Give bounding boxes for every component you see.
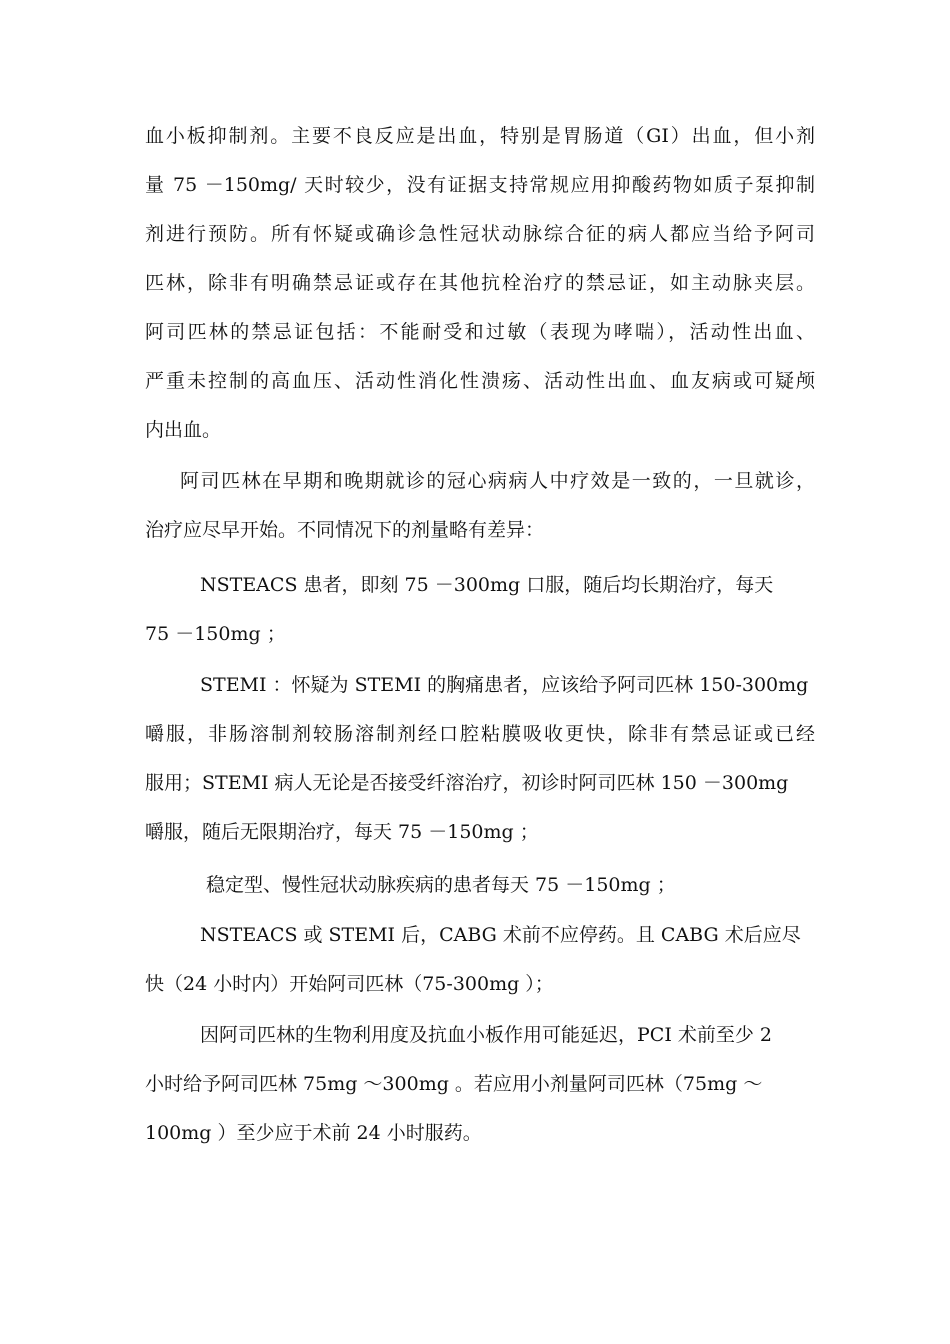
text-line: 嚼服，随后无限期治疗，每天 75 －150mg ； [145,821,539,843]
paragraph-first-line: NSTEACS 患者，即刻 75 －300mg 口服，随后均长期治疗，每天 [200,574,774,596]
text-line: 服用；STEMI 病人无论是否接受纤溶治疗，初诊时阿司匹林 150 －300mg [145,772,789,794]
paragraph-first-line: STEMI ：怀疑为 STEMI 的胸痛患者，应该给予阿司匹林 150-300mg [200,674,809,696]
text-line: 阿司匹林的禁忌证包括：不能耐受和过敏（表现为哮喘），活动性出血、 [145,321,815,343]
text-line: 血小板抑制剂。主要不良反应是出血，特别是胃肠道（GI）出血，但小剂 [145,125,815,147]
text-line: 量 75 －150mg/ 天时较少，没有证据支持常规应用抑酸药物如质子泵抑制 [145,174,815,196]
text-line: 内出血。 [145,419,222,441]
paragraph-first-line: 因阿司匹林的生物利用度及抗血小板作用可能延迟，PCI 术前至少 2 [200,1024,772,1046]
text-line: 严重未控制的高血压、活动性消化性溃疡、活动性出血、血友病或可疑颅 [145,370,815,392]
text-line: 嚼服，非肠溶制剂较肠溶制剂经口腔粘膜吸收更快，除非有禁忌证或已经 [145,723,815,745]
text-line: 剂进行预防。所有怀疑或确诊急性冠状动脉综合征的病人都应当给予阿司 [145,223,815,245]
paragraph-first-line: 阿司匹林在早期和晚期就诊的冠心病病人中疗效是一致的，一旦就诊， [180,470,815,492]
paragraph-first-line: 稳定型、慢性冠状动脉疾病的患者每天 75 －150mg ； [206,874,676,896]
text-line: 快（24 小时内）开始阿司匹林（75-300mg ）； [145,973,554,995]
text-line: 100mg ）至少应于术前 24 小时服药。 [145,1122,482,1144]
text-line: 匹林，除非有明确禁忌证或存在其他抗栓治疗的禁忌证，如主动脉夹层。 [145,272,815,294]
text-line: 治疗应尽早开始。不同情况下的剂量略有差异： [145,519,545,541]
text-line: 小时给予阿司匹林 75mg ～300mg 。若应用小剂量阿司匹林（75mg ～ [145,1073,763,1095]
text-line: 75 －150mg ； [145,623,286,645]
paragraph-first-line: NSTEACS 或 STEMI 后，CABG 术前不应停药。且 CABG 术后应尽 [200,924,801,946]
